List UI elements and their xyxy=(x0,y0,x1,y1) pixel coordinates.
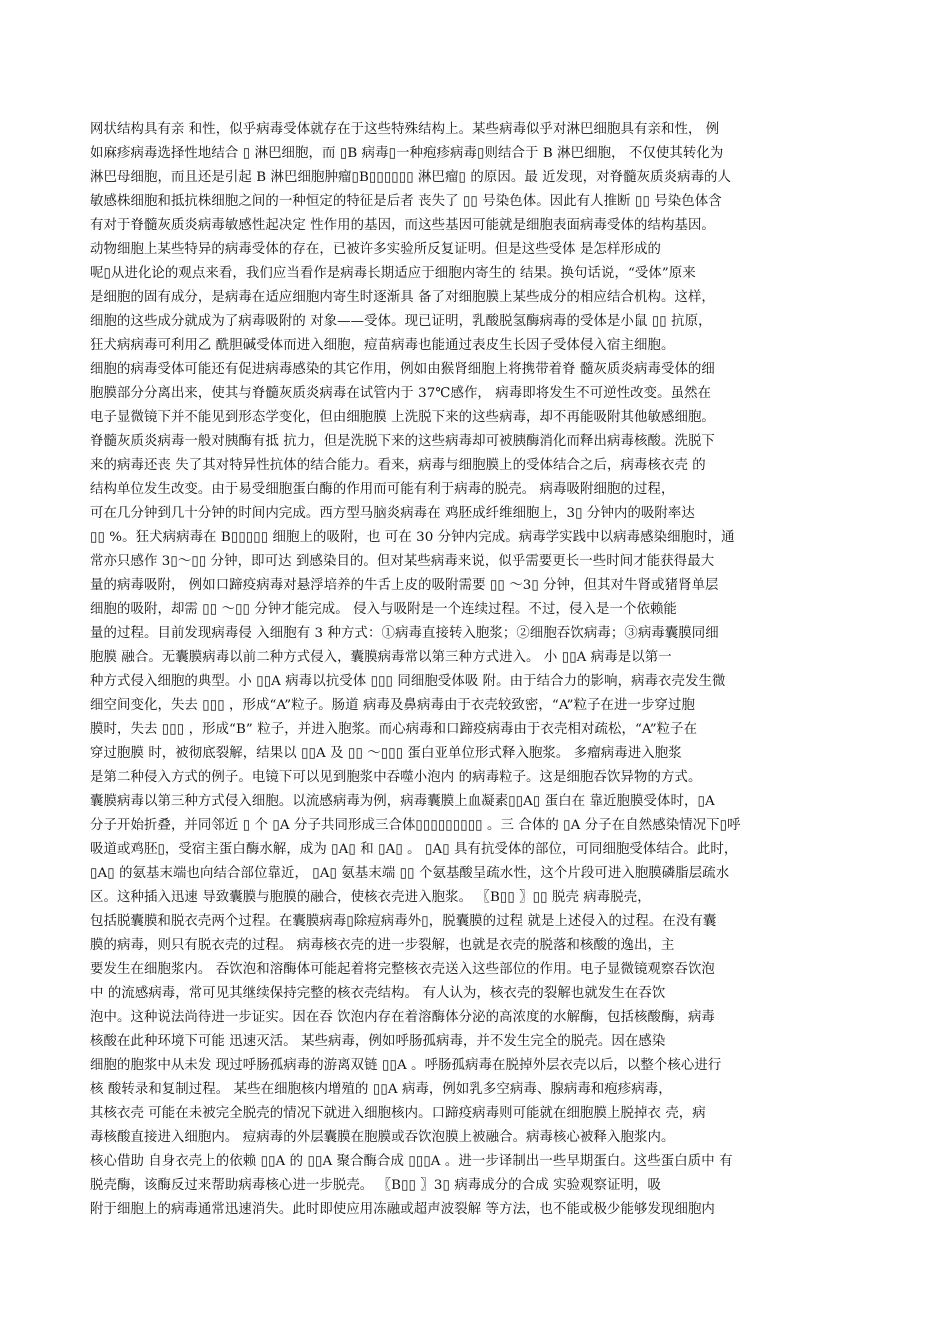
text-line: 有对于脊髓灰质炎病毒敏感性起决定 性作用的基因，而这些基因可能就是细胞表面病毒受体的结构基因。 xyxy=(90,218,715,233)
text-line: 胞膜 融合。无囊膜病毒以前二种方式侵入，囊膜病毒常以第三种方式进入。 小 ▯▯A 病毒是以第一 xyxy=(90,650,672,665)
text-line: 动物细胞上某些特异的病毒受体的存在，已被许多实验所反复证明。但是这些受体 是怎样形成的 xyxy=(90,242,661,257)
text-line: ▯A▯ 的氨基末端也向结合部位靠近， ▯A▯ 氨基末端 ▯▯ 个氨基酸呈疏水性，这个片段可进入胞膜磷脂层疏水 xyxy=(90,866,730,881)
text-line: 量的病毒吸附， 例如口蹄疫病毒对悬浮培养的牛舌上皮的吸附需要 ▯▯ ～3▯ 分钟，但其对牛肾或猪肾单层 xyxy=(90,578,719,593)
text-line: 脊髓灰质炎病毒一般对胰酶有抵 抗力，但是洗脱下来的这些病毒却可被胰酶消化而释出病毒核酸。洗脱下 xyxy=(90,434,715,449)
text-line: ▯▯ %。狂犬病病毒在 B▯▯▯▯▯ 细胞上的吸附，也 可在 30 分钟内完成。病毒学实践中以病毒感染细胞时，通 xyxy=(90,530,735,545)
text-line: 包括脱囊膜和脱衣壳两个过程。在囊膜病毒▯除痘病毒外▯，脱囊膜的过程 就是上述侵入的过程。在没有囊 xyxy=(90,914,717,929)
text-line: 狂犬病病毒可利用乙 酰胆碱受体而进入细胞，痘苗病毒也能通过表皮生长因子受体侵入宿主细胞。 xyxy=(90,338,675,353)
text-line: 种方式侵入细胞的典型。小 ▯▯A 病毒以抗受体 ▯▯▯ 同细胞受体吸 附。由于结合力的影响，病毒衣壳发生微 xyxy=(90,674,726,689)
text-line: 泡中。这种说法尚待进一步证实。因在吞 饮泡内存在着溶酶体分泌的高浓度的水解酶，包括核酸酶，病毒 xyxy=(90,1010,715,1025)
text-line: 是细胞的固有成分，是病毒在适应细胞内寄生时逐渐具 备了对细胞膜上某些成分的相应结合机构。这样， xyxy=(90,290,715,305)
text-line: 分子开始折叠，并同邻近 ▯ 个 ▯A 分子共同形成三合体▯▯▯▯▯▯▯▯▯ 。三 合体的 ▯A 分子在自然感染情况下▯呼 xyxy=(90,818,741,833)
text-line: 细胞的这些成分就成为了病毒吸附的 对象——受体。现已证明，乳酸脱氢酶病毒的受体是小鼠 ▯▯ 抗原， xyxy=(90,314,712,329)
text-line: 量的过程。目前发现病毒侵 入细胞有 3 种方式：①病毒直接转入胞浆；②细胞吞饮病毒；③病毒囊膜同细 xyxy=(90,626,719,641)
text-line: 穿过胞膜 时，被彻底裂解，结果以 ▯▯A 及 ▯▯ ～▯▯▯ 蛋白亚单位形式释入胞浆。 多瘤病毒进入胞浆 xyxy=(90,746,682,761)
text-line: 常亦只感作 3▯～▯▯ 分钟，即可达 到感染目的。但对某些病毒来说，似乎需要更长一些时间才能获得最大 xyxy=(90,554,715,569)
text-line: 胞膜部分分离出来，使其与脊髓灰质炎病毒在试管内于 37℃感作， 病毒即将发生不可逆性改变。虽然在 xyxy=(90,386,712,401)
text-line: 吸道或鸡胚▯，受宿主蛋白酶水解，成为 ▯A▯ 和 ▯A▯ 。 ▯A▯ 具有抗受体的部位，可同细胞受体结合。此时， xyxy=(90,842,738,857)
text-line: 核 酸转录和复制过程。 某些在细胞核内增殖的 ▯▯A 病毒，例如乳多空病毒、腺病毒和疱疹病毒， xyxy=(90,1082,672,1097)
body-text xyxy=(90,118,868,1246)
text-line xyxy=(90,1222,868,1246)
text-line: 呢▯从进化论的观点来看，我们应当看作是病毒长期适应于细胞内寄生的 结果。换句话说，“受体”原来 xyxy=(90,266,696,281)
text-line: 区。这种插入迅速 导致囊膜与胞膜的融合，使核衣壳进入胞浆。 〖B▯▯ 〗▯▯ 脱壳 病毒脱壳， xyxy=(90,890,651,905)
text-line: 中 的流感病毒，常可见其继续保持完整的核衣壳结构。 有人认为，核衣壳的裂解也就发生在吞饮 xyxy=(90,986,666,1001)
text-line: 敏感株细胞和抵抗株细胞之间的一种恒定的特征是后者 丧失了 ▯▯ 号染色体。因此有人推断 ▯▯ 号染色体含 xyxy=(90,194,722,209)
text-line: 细空间变化，失去 ▯▯▯ ，形成“A”粒子。肠道 病毒及鼻病毒由于衣壳较致密，“A”粒子在进一步穿过胞 xyxy=(90,698,695,713)
text-line: 核心借助 自身衣壳上的依赖 ▯▯A 的 ▯▯A 聚合酶合成 ▯▯▯A 。进一步译制出一些早期蛋白。这些蛋白质中 有 xyxy=(90,1154,733,1169)
text-line: 膜时，失去 ▯▯▯ ，形成“B” 粒子，并进入胞浆。而心病毒和口蹄疫病毒由于衣壳相对疏松，“A”粒子在 xyxy=(90,722,698,737)
text-line: 是第二种侵入方式的例子。电镜下可以见到胞浆中吞噬小泡内 的病毒粒子。这是细胞吞饮异物的方式。 xyxy=(90,770,702,785)
text-line: 可在几分钟到几十分钟的时间内完成。西方型马脑炎病毒在 鸡胚成纤维细胞上，3▯ 分钟内的吸附率达 xyxy=(90,506,695,521)
text-line: 膜的病毒，则只有脱衣壳的过程。 病毒核衣壳的进一步裂解，也就是衣壳的脱落和核酸的逸出，主 xyxy=(90,938,675,953)
text-line: 来的病毒还丧 失了其对特异性抗体的结合能力。看来，病毒与细胞膜上的受体结合之后，病毒核衣壳 的 xyxy=(90,458,706,473)
text-line: 其核衣壳 可能在未被完全脱壳的情况下就进入细胞核内。口蹄疫病毒则可能就在细胞膜上脱掉衣 壳，病 xyxy=(90,1106,706,1121)
text-line: 核酸在此种环境下可能 迅速灭活。 某些病毒，例如呼肠孤病毒，并不发生完全的脱壳。因在感染 xyxy=(90,1034,666,1049)
text-line: 脱壳酶，该酶反过来帮助病毒核心进一步脱壳。 〖B▯▯ 〗3▯ 病毒成分的合成 实验观察证明，吸 xyxy=(90,1178,662,1193)
text-line: 淋巴母细胞，而且还是引起 B 淋巴细胞肿瘤▯B▯▯▯▯▯▯ 淋巴瘤▯ 的原因。最 近发现，对脊髓灰质炎病毒的人 xyxy=(90,170,732,185)
text-line: 电子显微镜下并不能见到形态学变化，但由细胞膜 上洗脱下来的这些病毒，却不再能吸附其他敏感细胞。 xyxy=(90,410,715,425)
text-line: 囊膜病毒以第三种方式侵入细胞。以流感病毒为例，病毒囊膜上血凝素▯▯A▯ 蛋白在 靠近胞膜受体时，▯A xyxy=(90,794,715,809)
text-line: 细胞的胞浆中从未发 现过呼肠孤病毒的游离双链 ▯▯A 。呼肠孤病毒在脱掉外层衣壳以后，以整个核心进行 xyxy=(90,1058,722,1073)
text-line: 网状结构具有亲 和性，似乎病毒受体就存在于这些特殊结构上。某些病毒似乎对淋巴细胞具有亲和性， 例 xyxy=(90,122,720,137)
text-line: 如麻疹病毒选择性地结合 ▯ 淋巴细胞，而 ▯B 病毒▯一种疱疹病毒▯则结合于 B 淋巴细胞， 不仅使其转化为 xyxy=(90,146,724,161)
text-line: 细胞的吸附，却需 ▯▯ ～▯▯ 分钟才能完成。 侵入与吸附是一个连续过程。不过，侵入是一个依赖能 xyxy=(90,602,677,617)
text-line: 结构单位发生改变。由于易受细胞蛋白酶的作用而可能有利于病毒的脱壳。 病毒吸附细胞的过程， xyxy=(90,482,675,497)
text-line: 要发生在细胞浆内。 吞饮泡和溶酶体可能起着将完整核衣壳送入这些部位的作用。电子显微镜观察吞饮泡 xyxy=(90,962,715,977)
text-line: 附于细胞上的病毒通常迅速消失。此时即使应用冻融或超声波裂解 等方法，也不能或极少能够发现细胞内 xyxy=(90,1202,715,1217)
text-line: 毒核酸直接进入细胞内。 痘病毒的外层囊膜在胞膜或吞饮泡膜上被融合。病毒核心被释入胞浆内。 xyxy=(90,1130,675,1145)
text-line: 细胞的病毒受体可能还有促进病毒感染的其它作用，例如由猴肾细胞上将携带着脊 髓灰质炎病毒受体的细 xyxy=(90,362,715,377)
